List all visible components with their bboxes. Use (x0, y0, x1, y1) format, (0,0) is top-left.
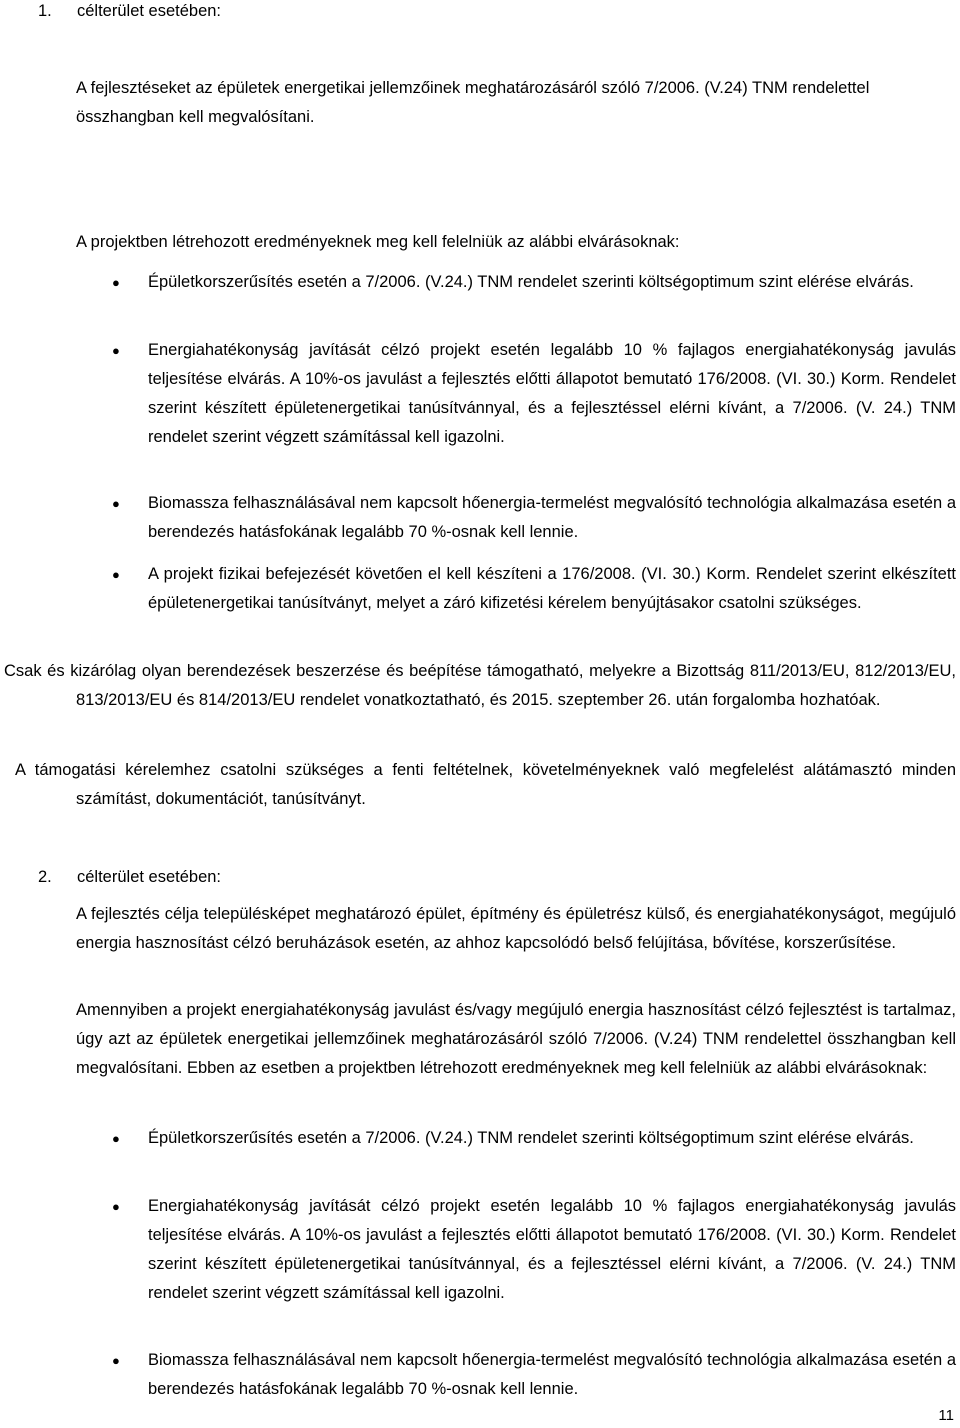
section-1-number: 1. (38, 2, 52, 20)
bullet-icon: ● (112, 275, 120, 290)
section-2-bullet-3: Biomassza felhasználásával nem kapcsolt hőenergia-termelést megvalósító technológia alkalmazása esetén a berendezés hatásfokának legalább 70 %-osnak kell lennie. (148, 1351, 956, 1398)
section-1-bullet-1: Épületkorszerűsítés esetén a 7/2006. (V.24.) TNM rendelet szerinti költségoptimum szint elérése elvárás. (148, 273, 914, 291)
section-1-paragraph-4: A támogatási kérelemhez csatolni szükséges a fenti feltételnek, követelményeknek való megfelelést alátámasztó minden számítást, dokumentációt, tanúsítványt. (15, 761, 956, 808)
page-number: 11 (938, 1407, 954, 1424)
bullet-icon: ● (112, 1353, 120, 1368)
bullet-icon: ● (112, 343, 120, 358)
section-1-paragraph-2: A projektben létrehozott eredményeknek meg kell felelniük az alábbi elvárásoknak: (76, 233, 680, 251)
section-2-bullet-1: Épületkorszerűsítés esetén a 7/2006. (V.24.) TNM rendelet szerinti költségoptimum szint elérése elvárás. (148, 1129, 914, 1147)
bullet-icon: ● (112, 567, 120, 582)
section-1-paragraph-3: Csak és kizárólag olyan berendezések beszerzése és beépítése támogatható, melyekre a Bizottság 811/2013/EU, 812/2013/EU, 813/2013/EU és 814/2013/EU rendelet vonatkoztatható, és 2015. szeptember 26. után forgalomba hozhatóak. (4, 662, 956, 709)
bullet-icon: ● (112, 496, 120, 511)
bullet-icon: ● (112, 1199, 120, 1214)
section-2-heading: célterület esetében: (77, 868, 222, 886)
section-2-number: 2. (38, 868, 52, 886)
section-1-paragraph-1: A fejlesztéseket az épületek energetikai jellemzőinek meghatározásáról szóló 7/2006. (V.24) TNM rendelettel összhangban kell megvalósítani. (76, 79, 870, 126)
section-2-paragraph-1: A fejlesztés célja településképet meghatározó épület, építmény és épületrész külső, és energiahatékonyságot, megújuló energia hasznosítást célzó beruházások esetén, az ahhoz kapcsolódó belső felújítása, bővítése, korszerűsítése. (76, 905, 956, 952)
section-1-heading: célterület esetében: (77, 2, 222, 20)
section-2-bullet-2: Energiahatékonyság javítását célzó projekt esetén legalább 10 % fajlagos energiahatékonyság javulás teljesítése elvárás. A 10%-os javulást a fejlesztés előtti állapotot bemutató 176/2008. (VI. 30.) Korm. Rendelet szerint készített épületenergetikai tanúsítvánnyal, és a fejlesztéssel elérni kívánt, a 7/2006. (V. 24.) TNM rendelet szerint végzett számítással kell igazolni. (148, 1197, 956, 1302)
bullet-icon: ● (112, 1131, 120, 1146)
section-1-bullet-3: Biomassza felhasználásával nem kapcsolt hőenergia-termelést megvalósító technológia alkalmazása esetén a berendezés hatásfokának legalább 70 %-osnak kell lennie. (148, 494, 956, 541)
section-2-paragraph-2: Amennyiben a projekt energiahatékonyság javulást és/vagy megújuló energia hasznosítást célzó fejlesztést is tartalmaz, úgy azt az épületek energetikai jellemzőinek meghatározásáról szóló 7/2006. (V.24) TNM rendelettel összhangban kell megvalósítani. Ebben az esetben a projektben létrehozott eredményeknek meg kell felelniük az alábbi elvárásoknak: (76, 1001, 956, 1077)
section-1-bullet-4: A projekt fizikai befejezését követően el kell készíteni a 176/2008. (VI. 30.) Korm. Rendelet szerint elkészített épületenergetikai tanúsítványt, melyet a záró kifizetési kérelem benyújtásakor csatolni szükséges. (148, 565, 956, 612)
section-1-bullet-2: Energiahatékonyság javítását célzó projekt esetén legalább 10 % fajlagos energiahatékonyság javulás teljesítése elvárás. A 10%-os javulást a fejlesztés előtti állapotot bemutató 176/2008. (VI. 30.) Korm. Rendelet szerint készített épületenergetikai tanúsítvánnyal, és a fejlesztéssel elérni kívánt, a 7/2006. (V. 24.) TNM rendelet szerint végzett számítással kell igazolni. (148, 341, 956, 446)
